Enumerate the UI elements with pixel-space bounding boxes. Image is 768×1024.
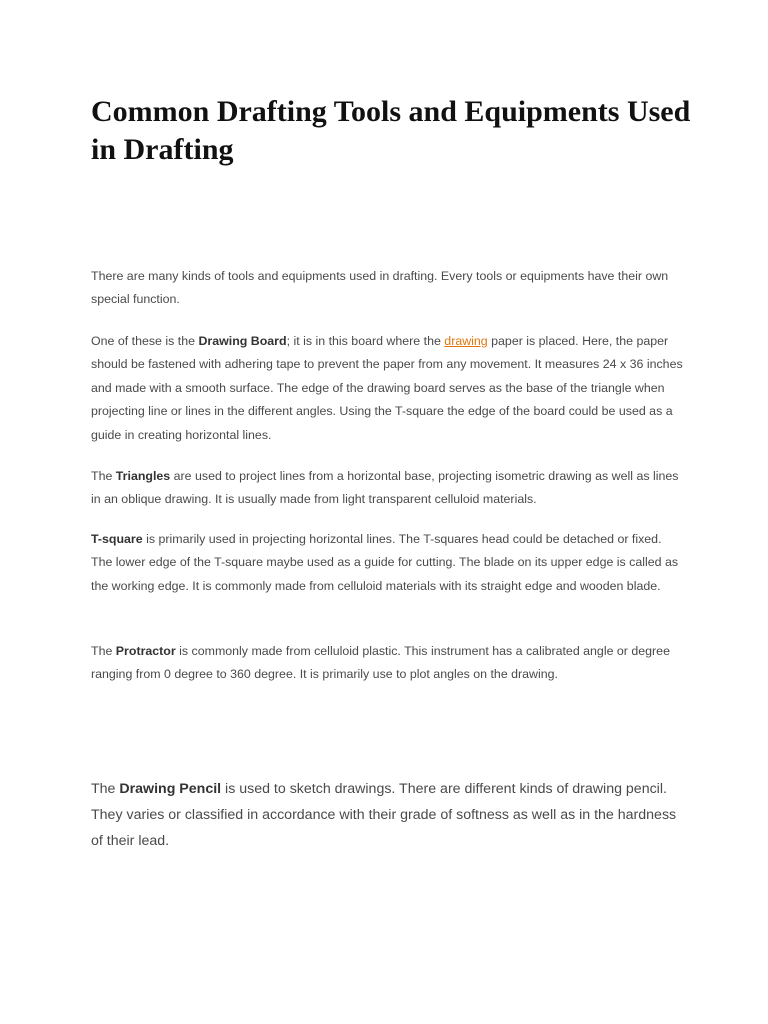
intro-paragraph [91,265,683,312]
protractor-rest: is commonly made from celluloid plastic. This instrument has a calibrated angle or degree ranging from 0 degree to 360 degree. It is primarily use to plot angles on the drawing. [91,644,670,682]
triangles-rest: are used to project lines from a horizontal base, projecting isometric drawing as well as lines in an oblique drawing. It is usually made from light transparent celluloid materials. [91,469,679,507]
pencil-rest: is used to sketch drawings. There are different kinds of drawing pencil. They varies or classified in accordance with their grade of softness as well as in the hardness of their lead. [91,781,677,849]
tsquare-rest: is primarily used in projecting horizontal lines. The T-squares head could be detached or fixed. The lower edge of the T-square maybe used as a guide for cutting. The blade on its upper edge is called as the working edge. It is commonly made from celluloid materials with its straight edge and wooden blade. [91,532,679,593]
drawing-board-paragraph [91,330,683,447]
tsquare-paragraph [91,528,683,598]
triangles-paragraph [91,465,683,512]
protractor-term: Protractor [115,644,176,658]
intro-text: There are many kinds of tools and equipments used in drafting. Every tools or equipments have their own special function. [91,269,669,307]
drawing-board-lead: One of these is the [91,334,199,348]
tsquare-term: T-square [91,532,143,546]
drawing-board-term: Drawing Board [198,334,287,348]
page-title: Common Drafting Tools and Equipments Used in Drafting [91,95,691,166]
drawing-board-rest: paper is placed. Here, the paper should be fastened with adhering tape to prevent the paper from any movement. It measures 24 x 36 inches and made with a smooth surface. The edge of the drawing board serves as the base of the triangle when projecting line or lines in the different angles. Using the T-square the edge of the board could be used as a guide in creating horizontal lines. [91,334,683,442]
triangles-lead: The [91,469,116,483]
drawing-link[interactable]: drawing [444,334,488,348]
pencil-term: Drawing Pencil [119,781,222,797]
drawing-pencil-paragraph [91,776,683,854]
pencil-lead: The [91,781,120,797]
protractor-lead: The [91,644,116,658]
triangles-term: Triangles [115,469,171,483]
protractor-paragraph [91,640,683,687]
drawing-board-mid: ; it is in this board where the [286,334,445,348]
